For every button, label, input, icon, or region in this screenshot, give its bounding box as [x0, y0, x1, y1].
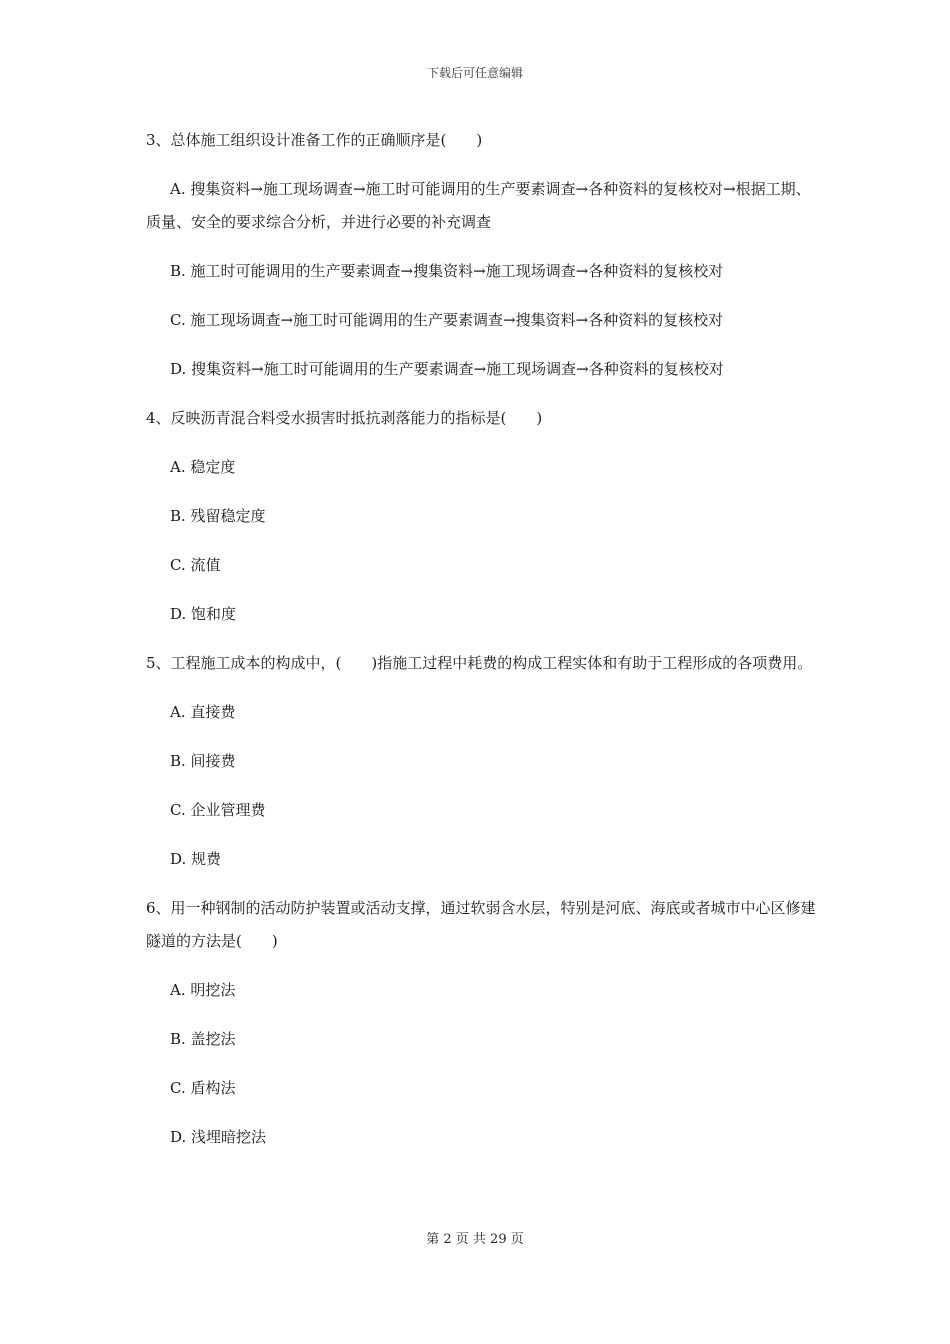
option-c: C. 施工现场调查→施工时可能调用的生产要素调查→搜集资料→各种资料的复核校对: [170, 311, 724, 329]
option-d: D. 搜集资料→施工时可能调用的生产要素调查→施工现场调查→各种资料的复核校对: [170, 360, 724, 378]
option-b: B. 施工时可能调用的生产要素调查→搜集资料→施工现场调查→各种资料的复核校对: [170, 262, 724, 280]
option-c: C. 流值: [170, 556, 221, 574]
question-stem: 6、用一种钢制的活动防护装置或活动支撑，通过软弱含水层，特别是河底、海底或者城市中心区修建隧道的方法是( ): [146, 899, 816, 950]
page-header: 下载后可任意编辑: [426, 66, 523, 80]
option-c: C. 企业管理费: [170, 801, 266, 819]
option-d: D. 饱和度: [170, 605, 237, 623]
question-stem: 5、工程施工成本的构成中，( )指施工过程中耗费的构成工程实体和有助于工程形成的各项费用。: [146, 654, 813, 672]
page-footer: 第 2 页 共 29 页: [426, 1232, 524, 1247]
option-a: A. 稳定度: [170, 458, 236, 476]
option-b: B. 间接费: [170, 752, 236, 770]
question-list: [146, 124, 816, 1170]
option-d: D. 浅埋暗挖法: [170, 1128, 267, 1146]
option-d: D. 规费: [170, 850, 222, 868]
option-a: A. 明挖法: [170, 981, 236, 999]
question-stem: 4、反映沥青混合料受水损害时抵抗剥落能力的指标是( ): [146, 409, 543, 427]
option-a: A. 直接费: [170, 703, 236, 721]
option-b: B. 盖挖法: [170, 1030, 236, 1048]
question-stem: 3、总体施工组织设计准备工作的正确顺序是( ): [146, 131, 483, 149]
option-b: B. 残留稳定度: [170, 507, 266, 525]
option-c: C. 盾构法: [170, 1079, 236, 1097]
option-a: A. 搜集资料→施工现场调查→施工时可能调用的生产要素调查→各种资料的复核校对→根据工期、质量、安全的要求综合分析，并进行必要的补充调查: [146, 180, 811, 231]
